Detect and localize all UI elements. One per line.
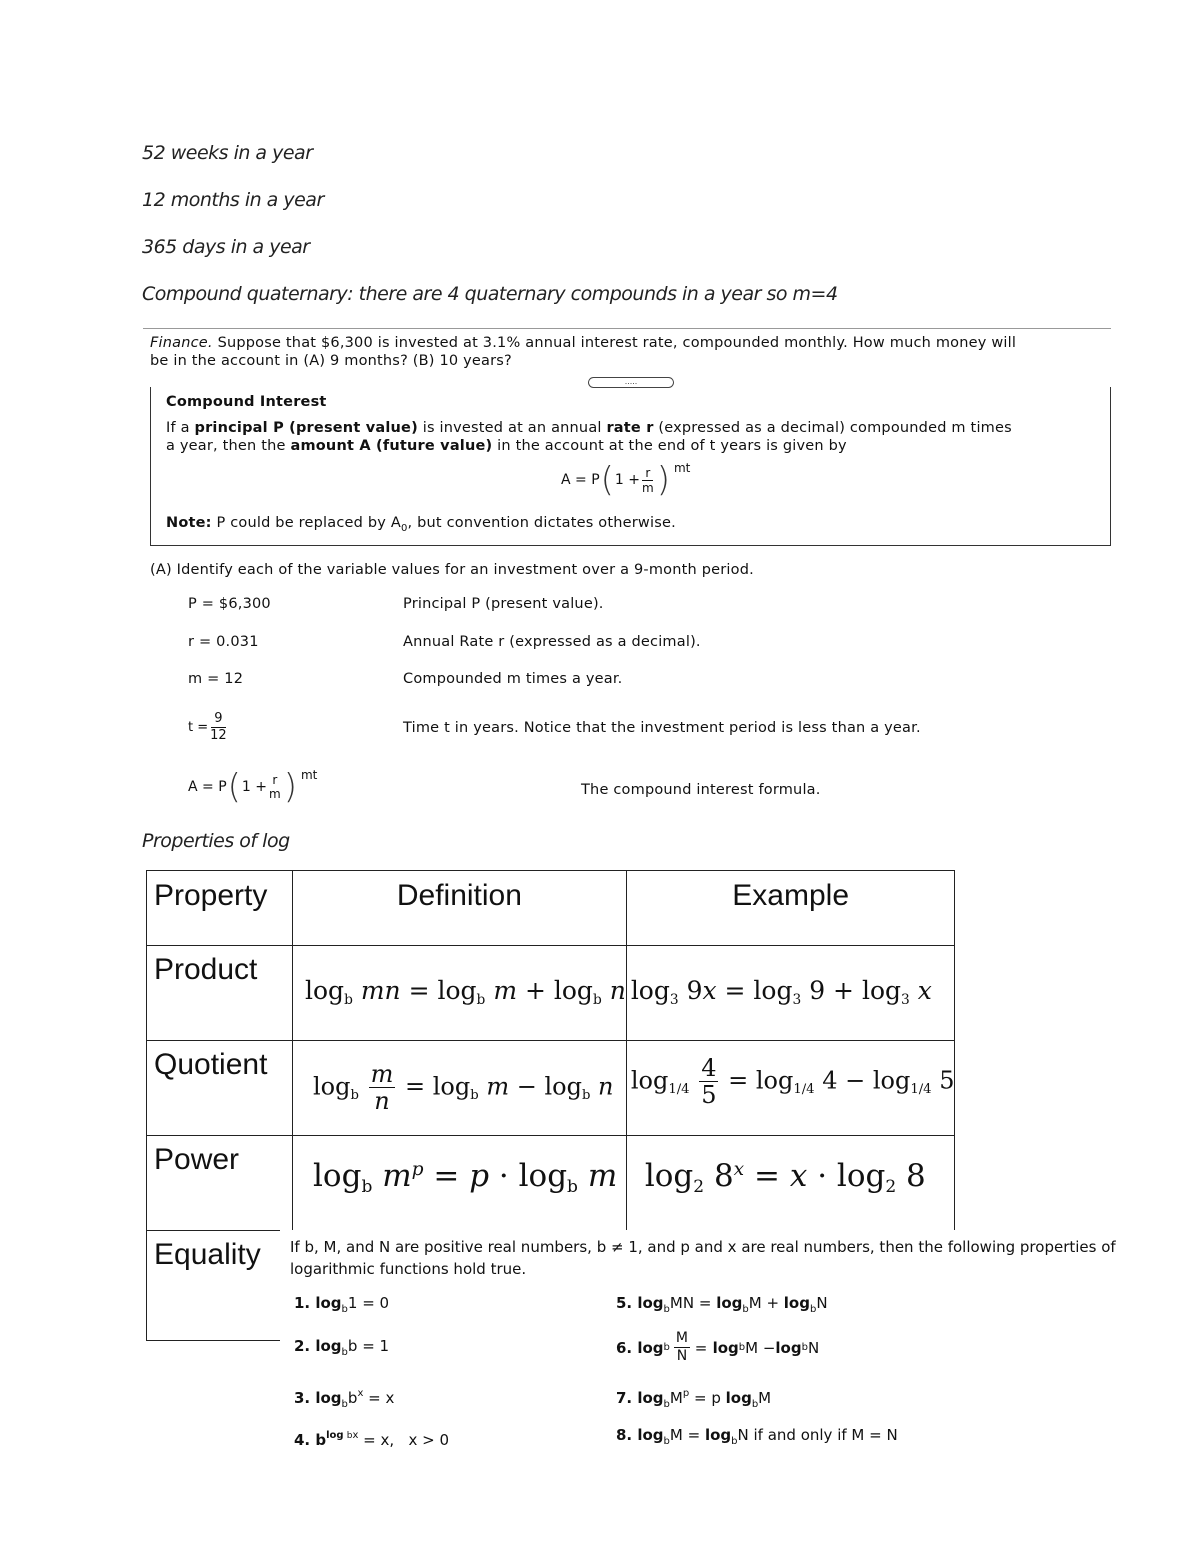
box-text: in the account at the end of t years is given by <box>492 438 847 454</box>
var-P: P = $6,300 <box>188 596 271 612</box>
intro-line-2: logarithmic functions hold true. <box>290 1260 527 1278</box>
row-label-text: Equality <box>154 1238 261 1271</box>
table-row <box>147 1136 955 1231</box>
intro-line-1: If b, M, and N are positive real numbers, b ≠ 1, and p and x are real numbers, then the following properties of <box>290 1238 1116 1256</box>
power-example: $\log_2 8^x = x \cdot \log_2 8$ <box>626 1136 955 1231</box>
problem-line-2: be in the account in (A) 9 months? (B) 10 years? <box>150 353 512 369</box>
t-den: 12 <box>210 728 227 743</box>
desc-m: Compounded m times a year. <box>403 671 623 687</box>
box-text: If a <box>166 420 195 436</box>
header-text: Definition <box>396 879 522 912</box>
var-m: m = 12 <box>188 671 244 687</box>
box-title: Compound Interest <box>166 394 327 410</box>
paren-left: ( <box>600 460 614 500</box>
row-label-text: Product <box>154 953 258 986</box>
formula-lhs: A = P <box>188 779 227 795</box>
box-bold: rate r <box>606 420 654 436</box>
partA-formula <box>188 767 318 807</box>
var-r: r = 0.031 <box>188 634 259 650</box>
box-bold: amount A (future value) <box>290 438 493 454</box>
box-bold: principal P (present value) <box>194 420 418 436</box>
table-row <box>147 946 955 1041</box>
log-property-3: 3. $\log_bb^x = x$ <box>294 1388 395 1410</box>
formula-exponent: mt <box>300 768 318 782</box>
properties-heading: Properties of log <box>142 830 290 852</box>
header-text: Example <box>732 879 849 912</box>
note-days: 365 days in a year <box>142 236 310 258</box>
box-text: (expressed as a decimal) compounded m times <box>653 420 1012 436</box>
log-property-5: 5. $\log_bMN = \log_bM + \log_bN$ <box>616 1294 828 1315</box>
t-fraction <box>210 711 227 744</box>
divider <box>143 328 1111 329</box>
var-t <box>188 711 229 744</box>
fraction-num: r <box>642 466 653 481</box>
box-line-1 <box>166 420 1012 436</box>
log-property-6: 6. log b M N = log b M − log b N <box>616 1330 820 1364</box>
formula-lhs: A = P <box>561 472 600 488</box>
compound-interest-box <box>150 387 1111 546</box>
fraction-den: m <box>642 480 654 495</box>
paren-right: ) <box>283 767 297 807</box>
table-row <box>147 1041 955 1136</box>
log-property-4: 4. $b^{log bx} = x$, x > 0 <box>294 1430 449 1449</box>
log-property-7: 7. $\log_bM^p = p$ $\log_bM$ <box>616 1388 772 1410</box>
note-text: , but convention dictates otherwise. <box>407 515 676 531</box>
box-text: a year, then the <box>166 438 291 454</box>
row-label <box>147 1041 293 1136</box>
log-property-1: 1. $\log_b1 = 0$ <box>294 1294 390 1315</box>
row-label <box>147 1231 293 1341</box>
header-property <box>147 871 293 946</box>
row-label-text: Quotient <box>154 1048 268 1081</box>
formula-one: 1 + <box>614 472 641 488</box>
header-example <box>626 871 955 946</box>
note-label: Note: <box>166 515 212 531</box>
paren-right: ) <box>656 460 670 500</box>
partA-heading: (A) Identify each of the variable values for an investment over a 9-month period. <box>150 562 754 578</box>
power-definition: $\log_b m^p = p \cdot \log_b m$ <box>293 1136 627 1231</box>
log-property-2: 2. $\log_bb = 1$ <box>294 1337 390 1358</box>
note-sub: 0 <box>400 523 408 534</box>
box-line-2 <box>166 438 847 454</box>
problem-text: Suppose that $6,300 is invested at 3.1% annual interest rate, compounded monthly. How much money will <box>217 335 1017 351</box>
row-label <box>147 946 293 1041</box>
table-row <box>147 871 955 946</box>
product-definition: $\log_b$ mn = $\log_b m + \log_b n$ <box>293 946 627 1041</box>
header-text: Property <box>154 879 268 912</box>
t-num: 9 <box>211 711 225 728</box>
box-note <box>166 515 676 534</box>
desc-P: Principal P (present value). <box>403 596 604 612</box>
row-label <box>147 1136 293 1231</box>
note-quaternary: Compound quaternary: there are 4 quaternary compounds in a year so m=4 <box>142 283 838 305</box>
formula-one: 1 + <box>241 779 268 795</box>
log-property-8: 8. $\log_bM = \log_bN$ if and only if M = N <box>616 1426 898 1447</box>
formula-exponent: mt <box>673 461 691 475</box>
note-weeks: 52 weeks in a year <box>142 142 313 164</box>
row-label-text: Power <box>154 1143 240 1176</box>
note-text: P could be replaced by A <box>211 515 401 531</box>
fraction-num: r <box>272 773 278 787</box>
formula-fraction <box>642 466 654 495</box>
desc-formula: The compound interest formula. <box>581 782 821 798</box>
paren-left: ( <box>227 767 241 807</box>
fraction-den: m <box>269 787 281 801</box>
quotient-example: $\log_{1/4}$ $\frac{4}{5}$ = $\log_{1/4} 4 - \log_{1/4} 5$ <box>626 1041 955 1136</box>
product-example: $\log_3 9x = \log_3 9 + \log_3 x$ <box>626 946 955 1041</box>
problem-label: Finance. <box>150 335 213 351</box>
header-definition <box>293 871 627 946</box>
formula-fraction <box>269 773 281 801</box>
box-text: is invested at an annual <box>417 420 607 436</box>
log-properties-panel <box>280 1230 1180 1480</box>
desc-t: Time t in years. Notice that the investment period is less than a year. <box>403 720 921 736</box>
desc-r: Annual Rate r (expressed as a decimal). <box>403 634 701 650</box>
note-months: 12 months in a year <box>142 189 324 211</box>
box-formula <box>561 460 691 500</box>
expand-button[interactable]: ..... <box>588 377 674 388</box>
t-lhs: t = <box>188 720 209 735</box>
quotient-definition: $\log_b$ $\frac{m}{n}$ = $\log_b m - \log_b n$ <box>293 1041 627 1136</box>
problem-line-1 <box>150 335 1016 351</box>
